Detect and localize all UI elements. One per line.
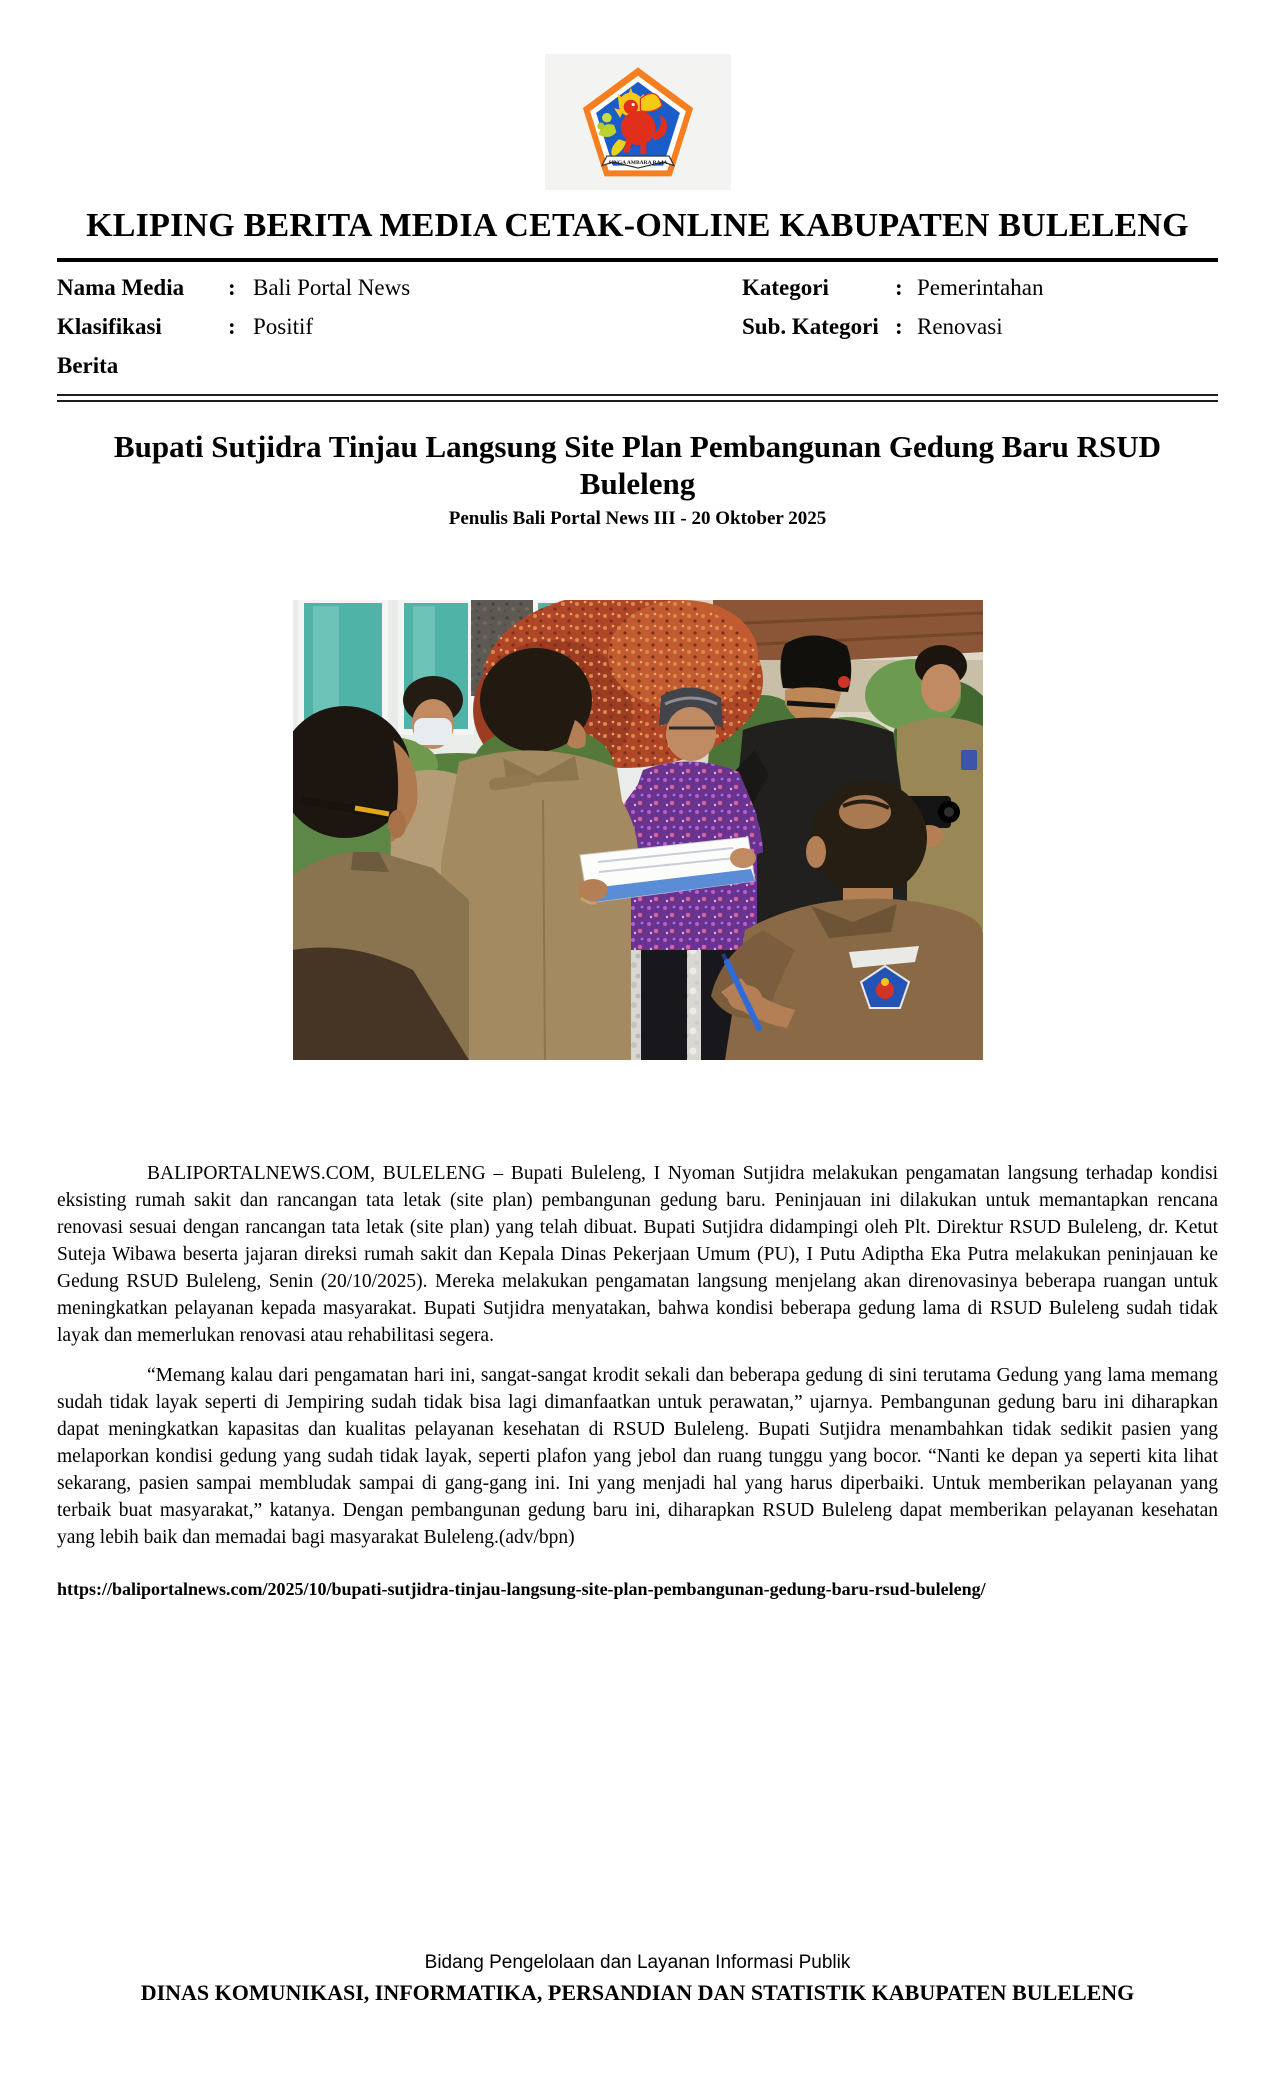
- meta-table: [57, 268, 1218, 385]
- footer-division: Bidang Pengelolaan dan Layanan Informasi Publik: [424, 1952, 851, 1973]
- article-title: Bupati Sutjidra Tinjau Langsung Site Plan Pembangunan Gedung Baru RSUD Buleleng: [113, 429, 1162, 501]
- logo-wrap: [0, 0, 1275, 190]
- source-url: https://baliportalnews.com/2025/10/bupati-sutjidra-tinjau-langsung-site-plan-pembangunan-gedung-baru-rsud-buleleng/: [57, 1579, 986, 1599]
- meta-label-klasifikasi: Klasifikasi Berita: [57, 314, 162, 378]
- meta-colon: :: [895, 314, 903, 339]
- meta-value-nama-media: Bali Portal News: [253, 275, 411, 300]
- divider-thick: [57, 258, 1218, 262]
- footer-agency: DINAS KOMUNIKASI, INFORMATIKA, PERSANDIAN DAN STATISTIK KABUPATEN BULELENG: [140, 1980, 1135, 2005]
- page-title: KLIPING BERITA MEDIA CETAK-ONLINE KABUPATEN BULELENG: [86, 207, 1189, 244]
- article-paragraph: BALIPORTALNEWS.COM, BULELENG – Bupati Buleleng, I Nyoman Sutjidra melakukan pengamatan langsung terhadap kondisi eksisting rumah sakit dan rancangan tata letak (site plan) pembangunan gedung baru. Peninjauan ini dilakukan untuk memantapkan rencana renovasi sesuai dengan rancangan tata letak (site plan) yang telah dibuat. Bupati Sutjidra didampingi oleh Plt. Direktur RSUD Buleleng, dr. Ketut Suteja Wibawa beserta jajaran direksi rumah sakit dan Kepala Dinas Pekerjaan Umum (PU), I Putu Adiptha Eka Putra melakukan peninjauan ke Gedung RSUD Buleleng, Senin (20/10/2025). Mereka melakukan pengamatan langsung menjelang akan direnovasinya beberapa ruangan untuk meningkatkan pelayanan kepada masyarakat. Bupati Sutjidra menyatakan, bahwa kondisi beberapa gedung lama di RSUD Buleleng sudah tidak layak dan memerlukan renovasi atau rehabilitasi segera.: [57, 1163, 1218, 1346]
- article-paragraph: “Memang kalau dari pengamatan hari ini, sangat-sangat krodit sekali dan beberapa gedung di sini terutama Gedung yang lama memang sudah tidak layak seperti di Jempiring sudah tidak bisa lagi dimanfaatkan untuk perawatan,” ujarnya. Pembangunan gedung baru ini diharapkan dapat meningkatkan kapasitas dan kualitas pelayanan kesehatan di RSUD Buleleng. Bupati Sutjidra menambahkan tidak sedikit pasien yang melaporkan kondisi gedung yang sudah tidak layak, seperti plafon yang jebol dan ruang tunggu yang bocor. “Nanti ke depan ya seperti kita lihat sekarang, pasien sampai membludak sampai di gang-gang ini. Ini yang menjadi hal yang harus diperbaiki. Untuk memberikan pelayanan yang terbaik buat masyarakat,” katanya. Dengan pembangunan gedung baru ini, diharapkan RSUD Buleleng dapat memberikan pelayanan kesehatan yang lebih baik dan memadai bagi masyarakat Buleleng.(adv/bpn): [57, 1365, 1218, 1548]
- meta-label-kategori: Kategori: [742, 275, 829, 300]
- seal-banner-text: SINGA AMBARA RAJA: [608, 159, 667, 166]
- article-body: [57, 1160, 1218, 1551]
- divider-double: [57, 394, 1218, 402]
- meta-colon: :: [895, 275, 903, 300]
- buleleng-seal-box: [545, 54, 731, 190]
- meta-value-sub-kategori: Renovasi: [917, 314, 1003, 339]
- meta-value-kategori: Pemerintahan: [917, 275, 1044, 300]
- article-photo: [293, 600, 983, 1060]
- article-byline: Penulis Bali Portal News III - 20 Oktober 2025: [448, 508, 827, 529]
- buleleng-seal-icon: [578, 65, 698, 180]
- meta-value-klasifikasi: Positif: [253, 314, 314, 339]
- page-footer: [0, 1952, 1275, 2006]
- meta-colon: :: [228, 314, 236, 339]
- meta-label-nama-media: Nama Media: [57, 275, 185, 300]
- meta-colon: :: [228, 275, 236, 300]
- meta-label-sub-kategori: Sub. Kategori: [742, 314, 879, 339]
- article-photo-illustration: [293, 600, 983, 1060]
